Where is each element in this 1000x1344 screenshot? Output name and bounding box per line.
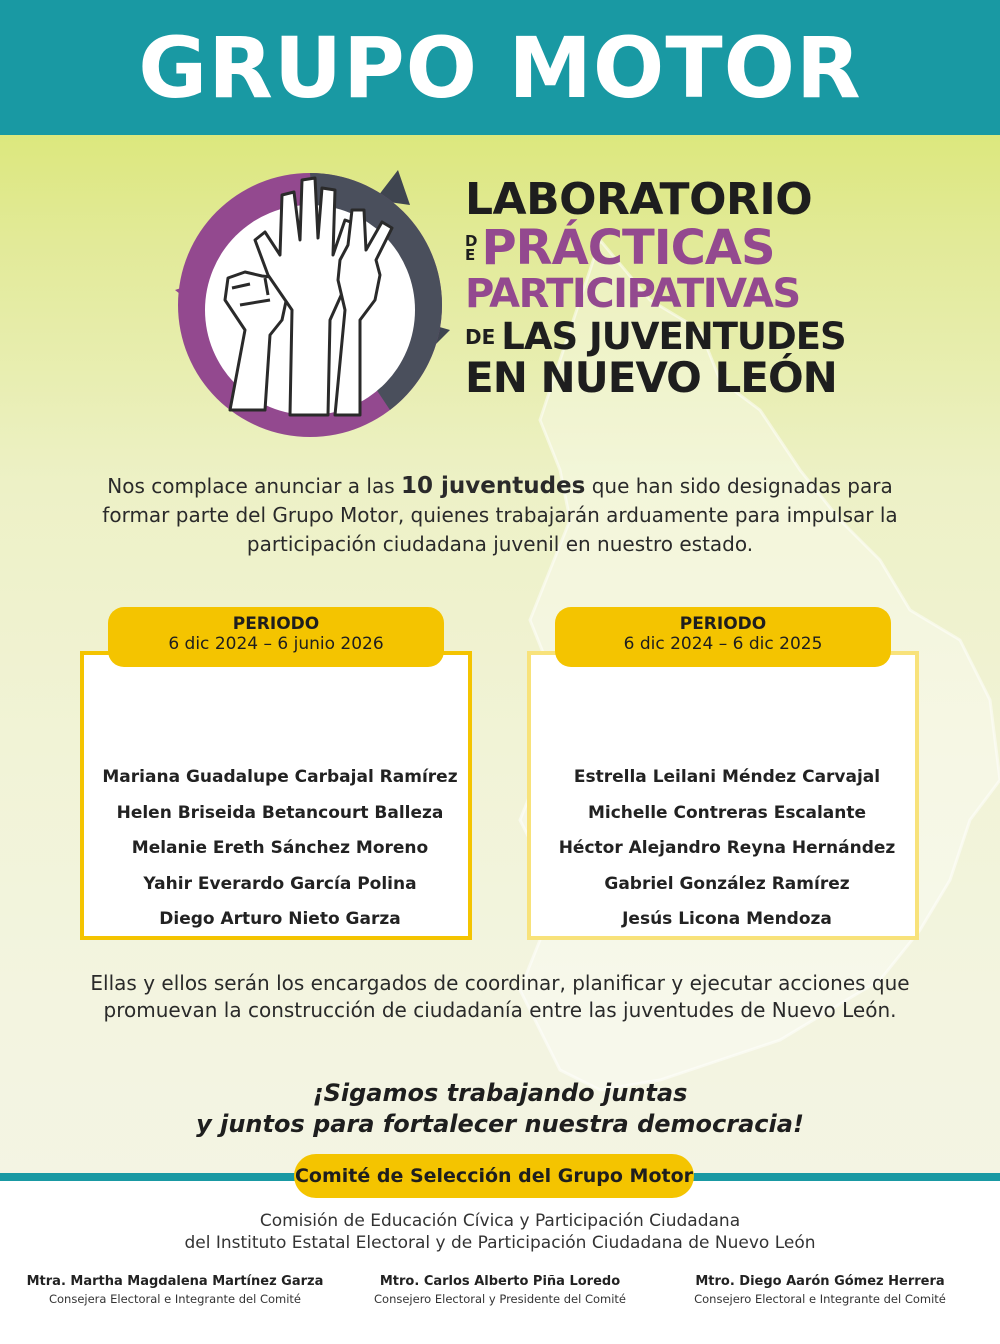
committee-badge: Comité de Selección del Grupo Motor	[294, 1154, 694, 1198]
names-box	[527, 651, 919, 940]
period-dates: 6 dic 2024 – 6 junio 2026	[168, 634, 384, 654]
signatory	[335, 1273, 665, 1307]
lab-title-de-small	[465, 231, 478, 264]
signatory-name: Mtro. Diego Aarón Gómez Herrera	[695, 1274, 945, 1289]
list-item: Mariana Guadalupe Carbajal Ramírez	[102, 767, 458, 787]
slogan-line2: y juntos para fortalecer nuestra democracia!	[196, 1110, 804, 1138]
header-banner	[0, 0, 1000, 135]
lab-title-line5: EN NUEVO LEÓN	[465, 353, 837, 402]
names-list	[531, 765, 923, 943]
signatories	[0, 1273, 1000, 1318]
period-badge	[555, 607, 891, 667]
period-panel-left	[80, 607, 472, 940]
de-letter-d: D	[465, 231, 478, 250]
period-panel-right	[527, 607, 919, 940]
lab-title-de: DE	[465, 324, 496, 349]
signatory-role: Consejera Electoral e Integrante del Comité	[48, 1292, 302, 1306]
list-item: Melanie Ereth Sánchez Moreno	[131, 838, 429, 858]
commission-line2: del Instituto Estatal Electoral y de Participación Ciudadana de Nuevo León	[184, 1233, 816, 1253]
names-list	[84, 765, 476, 943]
lab-title-line2: PRÁCTICAS	[481, 220, 775, 276]
lab-title-line3: PARTICIPATIVAS	[465, 271, 800, 317]
de-letter-e: E	[465, 246, 476, 264]
intro-paragraph	[80, 472, 920, 559]
period-title: PERIODO	[679, 614, 767, 634]
commission-line1: Comisión de Educación Cívica y Participación Ciudadana	[259, 1211, 741, 1231]
intro-text-end: que han sido designadas para formar parte del Grupo Motor, quienes trabajarán arduamente para impulsar la participación ciudadana juvenil en nuestro estado.	[102, 474, 898, 556]
signatory	[655, 1273, 985, 1307]
slogan	[90, 1078, 910, 1140]
list-item: Gabriel González Ramírez	[604, 873, 850, 894]
signatory-role: Consejero Electoral e Integrante del Comité	[694, 1292, 946, 1306]
period-dates: 6 dic 2024 – 6 dic 2025	[623, 634, 823, 654]
intro-highlight: 10 juventudes	[400, 473, 586, 499]
list-item: Yahir Everardo García Polina	[143, 873, 417, 894]
laboratory-title	[465, 174, 855, 402]
list-item: Jesús Licona Mendoza	[622, 909, 832, 929]
signatory-role: Consejero Electoral y Presidente del Comité	[374, 1292, 626, 1306]
closing-paragraph: Ellas y ellos serán los encargados de coordinar, planificar y ejecutar acciones que promuevan la construcción de ciudadanía entre las juventudes de Nuevo León.	[90, 971, 910, 1022]
footer	[0, 1181, 1000, 1344]
signatory-name: Mtra. Martha Magdalena Martínez Garza	[26, 1274, 324, 1289]
period-badge	[108, 607, 444, 667]
raised-hands-logo-icon	[170, 160, 460, 450]
list-item: Michelle Contreras Escalante	[587, 802, 867, 823]
signatory	[10, 1273, 340, 1307]
slogan-line1: ¡Sigamos trabajando juntas	[312, 1079, 688, 1107]
signatory-name: Mtro. Carlos Alberto Piña Loredo	[379, 1274, 621, 1289]
names-box	[80, 651, 472, 940]
list-item: Diego Arturo Nieto Garza	[159, 909, 401, 929]
list-item: Helen Briseida Betancourt Balleza	[116, 802, 444, 823]
list-item: Héctor Alejandro Reyna Hernández	[558, 838, 896, 858]
lab-title-line4: LAS JUVENTUDES	[501, 315, 846, 358]
commission-text	[60, 1210, 940, 1254]
page-title: GRUPO MOTOR	[138, 18, 862, 117]
lab-title-line1: LABORATORIO	[465, 174, 813, 225]
list-item: Estrella Leilani Méndez Carvajal	[573, 767, 881, 787]
period-title: PERIODO	[232, 614, 320, 634]
intro-text-start: Nos complace anunciar a las	[107, 474, 401, 498]
